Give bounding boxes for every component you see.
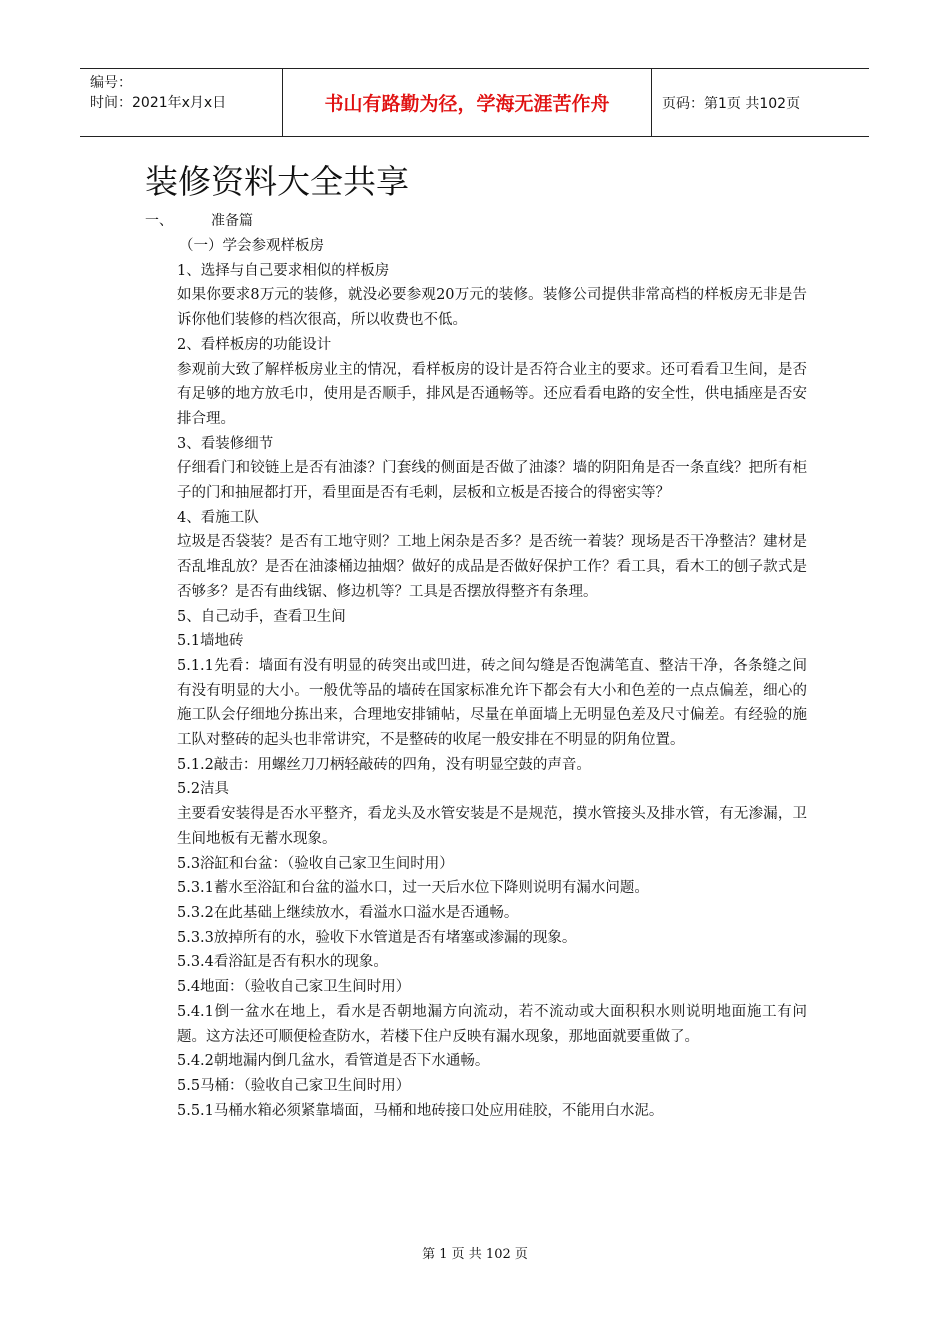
item-heading: 5.4地面：（验收自己家卫生间时用） <box>177 979 411 996</box>
paragraph: 5.3.4看浴缸是否有积水的现象。 <box>177 954 388 971</box>
section-title: 准备篇 <box>211 213 253 229</box>
paragraph: 5.4.2朝地漏内倒几盆水，看管道是否下水通畅。 <box>177 1053 490 1070</box>
footer-page-number: 第 1 页 共 102 页 <box>422 1247 528 1262</box>
item-heading: 5.1墙地砖 <box>177 633 244 650</box>
item-heading: 4、看施工队 <box>177 509 259 526</box>
section-number: 一、 <box>145 213 173 229</box>
document-number-label: 编号： <box>90 75 132 91</box>
paragraph: 垃圾是否袋装？是否有工地守则？工地上闲杂是否多？是否统一着装？现场是否干净整洁？建材是否乱堆乱放？是否在油漆桶边抽烟？做好的成品是否做好保护工作？看工具，看木工的刨子款式是否够多？是否有曲线锯、修边机等？工具是否摆放得整齐有条理。 <box>177 534 807 600</box>
item-heading: 5.3浴缸和台盆：（验收自己家卫生间时用） <box>177 855 454 872</box>
item-heading: 5.2洁具 <box>177 781 230 798</box>
item-heading: 2、看样板房的功能设计 <box>177 336 332 353</box>
paragraph: 仔细看门和铰链上是否有油漆？门套线的侧面是否做了油漆？墙的阴阳角是否一条直线？把所有柜子的门和抽屉都打开，看里面是否有毛刺，层板和立板是否接合的得密实等？ <box>177 460 807 502</box>
document-title: 装修资料大全共享 <box>145 162 409 201</box>
paragraph: 5.3.2在此基础上继续放水，看溢水口溢水是否通畅。 <box>177 904 519 921</box>
page-header <box>80 68 869 137</box>
paragraph: 5.3.3放掉所有的水，验收下水管道是否有堵塞或渗漏的现象。 <box>177 929 577 946</box>
paragraph: 5.1.2敲击：用螺丝刀刀柄轻敲砖的四角，没有明显空鼓的声音。 <box>177 756 591 773</box>
paragraph: 5.4.1倒一盆水在地上，看水是否朝地漏方向流动，若不流动或大面积积水则说明地面施工有问题。这方法还可顺便检查防水，若楼下住户反映有漏水现象，那地面就要重做了。 <box>177 1003 807 1045</box>
document-time-label: 时间：2021年x月x日 <box>90 95 227 111</box>
page-footer <box>0 1243 950 1262</box>
item-heading: 3、看装修细节 <box>177 435 274 452</box>
item-heading: 5.5马桶：（验收自己家卫生间时用） <box>177 1077 411 1094</box>
paragraph: 5.3.1蓄水至浴缸和台盆的溢水口，过一天后水位下降则说明有漏水问题。 <box>177 880 649 897</box>
item-heading: 5、自己动手，查看卫生间 <box>177 608 346 625</box>
item-heading: 1、选择与自己要求相似的样板房 <box>177 262 390 279</box>
section-heading <box>145 210 253 232</box>
paragraph: 参观前大致了解样板房业主的情况，看样板房的设计是否符合业主的要求。还可看看卫生间，是否有足够的地方放毛巾，使用是否顺手，排风是否通畅等。还应看看电路的安全性，供电插座是否安排合理。 <box>177 361 807 427</box>
paragraph: 主要看安装得是否水平整齐，看龙头及水管安装是不是规范，摸水管接头及排水管，有无渗漏，卫生间地板有无蓄水现象。 <box>177 806 807 847</box>
paragraph: 5.5.1马桶水箱必须紧靠墙面，马桶和地砖接口处应用硅胶，不能用白水泥。 <box>177 1102 664 1119</box>
paragraph: 5.1.1先看：墙面有没有明显的砖突出或凹进，砖之间勾缝是否饱满笔直、整洁干净，各条缝之间有没有明显的大小。一般优等品的墙砖在国家标准允许下都会有大小和色差的一点点偏差，细心的施工队会仔细地分拣出来，合理地安排铺帖，尽量在单面墙上无明显色差及尺寸偏差。有经验的施工队对整砖的起头也非常讲究，不是整砖的收尾一般安排在不明显的阴角位置。 <box>177 657 807 749</box>
header-motto: 书山有路勤为径，学海无涯苦作舟 <box>283 69 652 136</box>
paragraph: 如果你要求8万元的装修，就没必要参观20万元的装修。装修公司提供非常高档的样板房无非是告诉你他们装修的档次很高，所以收费也不低。 <box>177 287 807 329</box>
header-meta <box>80 69 283 136</box>
header-page-info: 页码：第1页 共102页 <box>662 95 801 112</box>
subsection-heading: （一）学会参观样板房 <box>179 238 324 254</box>
document-body <box>177 234 807 1123</box>
